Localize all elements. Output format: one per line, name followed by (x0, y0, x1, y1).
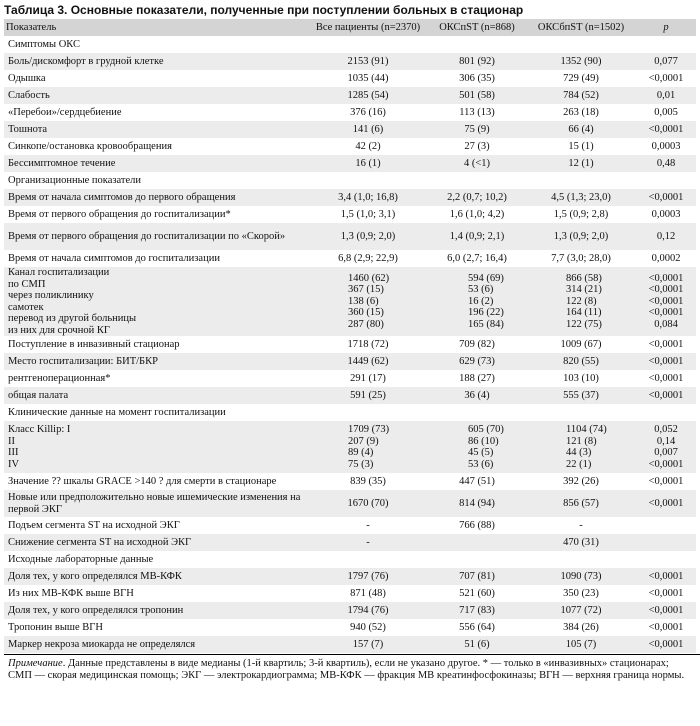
table-row (4, 336, 696, 353)
cell-value: 105 (7) (565, 638, 597, 650)
cell-value: 1797 (76) (347, 570, 389, 582)
header-nstemi: ОКСбпST (n=1502) (526, 19, 636, 36)
cell-value: 0,077 (654, 55, 678, 67)
table-row (4, 353, 696, 370)
cell-value: 0,48 (656, 157, 676, 169)
cell-value: 306 (35) (459, 72, 495, 84)
row-label: Маркер некроза миокарда не определялся (8, 638, 196, 650)
cell-value: 86 (10) (468, 435, 499, 447)
cell-value: 350 (23) (563, 587, 599, 599)
cell-value: 1077 (72) (560, 604, 602, 616)
cell-value: 122 (8) (566, 295, 597, 307)
table-row (4, 551, 696, 568)
cell-value: <0,0001 (648, 123, 684, 135)
row-label-line: самотек (8, 301, 44, 313)
cell-value: <0,0001 (648, 621, 684, 633)
row-label: Место госпитализации: БИТ/БКР (8, 355, 158, 367)
cell-value: 1009 (67) (560, 338, 602, 350)
table-row (4, 53, 696, 70)
cell-value: 866 (58) (566, 272, 602, 284)
cell-value: 1709 (73) (348, 424, 390, 435)
cell-value: 839 (35) (350, 475, 386, 487)
cell-value: 871 (48) (350, 587, 386, 599)
table-row (4, 121, 696, 138)
table-row (4, 87, 696, 104)
row-label: Доля тех, у кого определялся тропонин (8, 604, 184, 616)
header-all: Все пациенты (n=2370) (308, 19, 428, 36)
table-row (4, 602, 696, 619)
cell-value: 0,0003 (651, 208, 681, 220)
cell-value: 0,0002 (651, 252, 681, 264)
table-row (4, 585, 696, 602)
section-header: Симптомы ОКС (8, 38, 81, 50)
row-label: Время от первого обращения до госпитализации по «Скорой» (8, 230, 286, 242)
row-label-line: перевод из другой больницы (8, 313, 137, 324)
cell-value: 1,3 (0,9; 2,0) (340, 230, 396, 242)
table-title: Таблица 3. Основные показатели, полученные при поступлении больных в стационар (4, 3, 524, 17)
cell-group (636, 421, 696, 473)
footnote (4, 654, 700, 682)
cell-value: 376 (16) (350, 106, 386, 118)
cell-value: 89 (4) (348, 447, 374, 458)
table-row (4, 189, 696, 206)
cell-value: <0,0001 (648, 307, 684, 319)
cell-value: 66 (4) (568, 123, 594, 135)
table-row (4, 517, 696, 534)
cell-value: 53 (6) (468, 284, 494, 296)
row-label-line: из них для срочной КГ (8, 324, 110, 336)
cell-value: <0,0001 (648, 389, 684, 401)
cell-value: <0,0001 (648, 458, 684, 470)
cell-group (526, 421, 636, 473)
cell-value: 1,6 (1,0; 4,2) (449, 208, 505, 220)
cell-value: 164 (11) (566, 307, 602, 319)
row-label: Время от начала симптомов до первого обращения (8, 191, 236, 203)
cell-value: 820 (55) (563, 355, 599, 367)
cell-value: 44 (3) (566, 447, 592, 458)
cell-value: 801 (92) (459, 55, 495, 67)
section-header: Организационные показатели (8, 174, 142, 186)
row-label: рентгеноперационная* (8, 372, 111, 384)
cell-value: 287 (80) (348, 318, 384, 330)
table-row (4, 36, 696, 53)
table-row (4, 619, 696, 636)
cell-value: 0,084 (654, 318, 678, 330)
table-row (4, 404, 696, 421)
cell-value: 141 (6) (352, 123, 384, 135)
cell-group (308, 267, 428, 336)
cell-value: - (366, 519, 370, 531)
cell-value: <0,0001 (648, 604, 684, 616)
table-row (4, 473, 696, 490)
cell-value: 1,5 (1,0; 3,1) (340, 208, 396, 220)
cell-value: 16 (1) (355, 157, 381, 169)
cell-value: 384 (26) (563, 621, 599, 633)
table-row (4, 138, 696, 155)
cell-value: 1,3 (0,9; 2,0) (553, 230, 609, 242)
cell-value: 291 (17) (350, 372, 386, 384)
cell-value: 729 (49) (563, 72, 599, 84)
table-row (4, 70, 696, 87)
row-label: Одышка (8, 72, 46, 84)
cell-value: 196 (22) (468, 307, 504, 319)
cell-value: 7,7 (3,0; 28,0) (551, 252, 611, 264)
cell-value: 0,12 (656, 230, 676, 242)
cell-value: 1090 (73) (560, 570, 602, 582)
row-label: Из них МВ-КФК выше ВГН (8, 587, 134, 599)
table-row (4, 155, 696, 172)
cell-value: 42 (2) (355, 140, 381, 152)
row-label-group (4, 267, 308, 336)
table-row (4, 534, 696, 551)
data-table (4, 19, 696, 653)
row-label-line: по СМП (8, 278, 46, 290)
cell-value: 1670 (70) (347, 497, 389, 509)
row-label: «Перебои»/сердцебиение (8, 106, 122, 118)
cell-value: 392 (26) (563, 475, 599, 487)
cell-value: 22 (1) (566, 458, 592, 470)
cell-value: 1449 (62) (347, 355, 389, 367)
cell-value: 709 (82) (459, 338, 495, 350)
cell-value: 113 (13) (459, 106, 495, 118)
table-row (4, 421, 696, 473)
table-row (4, 267, 696, 336)
cell-value: 555 (37) (563, 389, 599, 401)
cell-value: <0,0001 (648, 338, 684, 350)
table-row (4, 206, 696, 223)
cell-group (526, 267, 636, 336)
cell-value: - (579, 519, 583, 531)
row-label: Значение ?? шкалы GRACE >140 ? для смерти в стационаре (8, 475, 277, 487)
cell-value (636, 534, 696, 551)
row-label: Доля тех, у кого определялся МВ-КФК (8, 570, 182, 582)
cell-value: 0,052 (654, 424, 678, 435)
cell-value: 1035 (44) (347, 72, 389, 84)
cell-value: 1352 (90) (560, 55, 602, 67)
cell-value: 0,14 (656, 435, 676, 447)
cell-value: 12 (1) (568, 157, 594, 169)
cell-value: 360 (15) (348, 307, 384, 319)
cell-value: <0,0001 (648, 191, 684, 203)
cell-value: 4,5 (1,3; 23,0) (551, 191, 611, 203)
cell-value: 122 (75) (566, 318, 602, 330)
cell-group (428, 421, 526, 473)
row-label: Тошнота (8, 123, 48, 135)
cell-value: 0,01 (656, 89, 676, 101)
row-label: Боль/дискомфорт в грудной клетке (8, 55, 164, 67)
cell-value: 470 (31) (563, 536, 599, 548)
table-row (4, 490, 696, 517)
header-p: p (636, 19, 696, 36)
cell-value: 707 (81) (459, 570, 495, 582)
cell-value: 103 (10) (563, 372, 599, 384)
cell-value: 314 (21) (566, 284, 602, 296)
cell-value: <0,0001 (648, 570, 684, 582)
cell-value: <0,0001 (648, 295, 684, 307)
cell-value: 784 (52) (563, 89, 599, 101)
cell-value: <0,0001 (648, 372, 684, 384)
row-label: Время от первого обращения до госпитализации* (8, 208, 231, 220)
cell-value: 605 (70) (468, 424, 504, 435)
row-label: Новые или предположительно новые ишемические изменения на первой ЭКГ (8, 491, 301, 515)
cell-value: 1794 (76) (347, 604, 389, 616)
cell-value: 1,4 (0,9; 2,1) (449, 230, 505, 242)
footnote-prefix: Примечание (8, 658, 63, 669)
section-header: Исходные лабораторные данные (8, 553, 154, 565)
cell-value: 521 (60) (459, 587, 495, 599)
row-label: общая палата (8, 389, 69, 401)
cell-value: 1285 (54) (347, 89, 389, 101)
row-label: Синкопе/остановка кровообращения (8, 140, 172, 152)
cell-value: 940 (52) (350, 621, 386, 633)
cell-value (636, 517, 696, 534)
cell-value: 6,0 (2,7; 16,4) (447, 252, 507, 264)
cell-value: 53 (6) (468, 458, 494, 470)
cell-value: <0,0001 (648, 272, 684, 284)
cell-value: 2153 (91) (347, 55, 389, 67)
cell-value: 1718 (72) (347, 338, 389, 350)
row-label: Поступление в инвазивный стационар (8, 338, 180, 350)
table-row (4, 250, 696, 267)
cell-value: 27 (3) (464, 140, 490, 152)
cell-value: 1,5 (0,9; 2,8) (553, 208, 609, 220)
cell-value: 121 (8) (566, 435, 597, 447)
row-label: Время от начала симптомов до госпитализации (8, 252, 220, 264)
cell-value: 45 (5) (468, 447, 494, 458)
cell-value: <0,0001 (648, 587, 684, 599)
cell-value: 51 (6) (464, 638, 490, 650)
table-row (4, 636, 696, 653)
row-label-line: Класс Killip: I (8, 424, 71, 435)
row-label: Подъем сегмента ST на исходной ЭКГ (8, 519, 180, 531)
cell-value: 1460 (62) (348, 272, 390, 284)
cell-value: 138 (6) (348, 295, 379, 307)
header-indicator: Показатель (4, 19, 308, 36)
cell-value: <0,0001 (648, 72, 684, 84)
table-row (4, 172, 696, 189)
table-row (4, 568, 696, 585)
row-label-group (4, 421, 308, 473)
row-label: Снижение сегмента ST на исходной ЭКГ (8, 536, 192, 548)
cell-value: 4 (<1) (463, 157, 491, 169)
cell-value: 6,8 (2,9; 22,9) (338, 252, 398, 264)
cell-value: 75 (9) (464, 123, 490, 135)
row-label-line: III (8, 447, 19, 458)
cell-value: 594 (69) (468, 272, 504, 284)
cell-value: <0,0001 (648, 497, 684, 509)
cell-value: 0,007 (654, 447, 678, 458)
cell-value: 856 (57) (563, 497, 599, 509)
cell-value: <0,0001 (648, 638, 684, 650)
cell-value: 16 (2) (468, 295, 494, 307)
cell-value: 629 (73) (459, 355, 495, 367)
cell-value: 0,0003 (651, 140, 681, 152)
cell-value: 717 (83) (459, 604, 495, 616)
header-stemi: ОКСпST (n=868) (428, 19, 526, 36)
cell-value: 75 (3) (348, 458, 374, 470)
row-label-line: Канал госпитализации (8, 267, 110, 278)
cell-value: <0,0001 (648, 475, 684, 487)
cell-value: 36 (4) (464, 389, 490, 401)
cell-value: 188 (27) (459, 372, 495, 384)
cell-value: 207 (9) (348, 435, 379, 447)
table-row (4, 223, 696, 250)
cell-value: 263 (18) (563, 106, 599, 118)
cell-value: 0,005 (654, 106, 678, 118)
table-row (4, 387, 696, 404)
cell-value: 556 (64) (459, 621, 495, 633)
header-row (4, 19, 696, 36)
cell-value: 367 (15) (348, 284, 384, 296)
row-label: Тропонин выше ВГН (8, 621, 103, 633)
cell-value: 447 (51) (459, 475, 495, 487)
table-row (4, 104, 696, 121)
cell-group (308, 421, 428, 473)
cell-group (428, 267, 526, 336)
table-row (4, 370, 696, 387)
row-label-line: II (8, 435, 15, 447)
cell-value: 501 (58) (459, 89, 495, 101)
row-label: Слабость (8, 89, 50, 101)
cell-value (428, 534, 526, 551)
cell-value: <0,0001 (648, 284, 684, 296)
row-label-line: через поликлинику (8, 290, 94, 301)
cell-value: - (366, 536, 370, 548)
cell-value: 591 (25) (350, 389, 386, 401)
cell-value: <0,0001 (648, 355, 684, 367)
cell-value: 15 (1) (568, 140, 594, 152)
row-label-line: IV (8, 458, 20, 470)
cell-value: 1104 (74) (566, 424, 607, 435)
footnote-text: . Данные представлены в виде медианы (1-й квартиль; 3-й квартиль), если не указано другое. * — только в «инвазивных» стационарах; СМП — скорая медицинская помощь; ЭКГ — электрокардиограмма; МВ-КФК — фракция МВ креатинфосфокиназы; ВГН — верхняя граница нормы. (8, 658, 685, 681)
row-label: Бессимптомное течение (8, 157, 116, 169)
cell-value: 165 (84) (468, 318, 504, 330)
cell-value: 814 (94) (459, 497, 495, 509)
cell-value: 3,4 (1,0; 16,8) (338, 191, 398, 203)
cell-value: 2,2 (0,7; 10,2) (447, 191, 507, 203)
cell-value: 157 (7) (352, 638, 384, 650)
section-header: Клинические данные на момент госпитализации (8, 406, 226, 418)
cell-group (636, 267, 696, 336)
cell-value: 766 (88) (459, 519, 495, 531)
